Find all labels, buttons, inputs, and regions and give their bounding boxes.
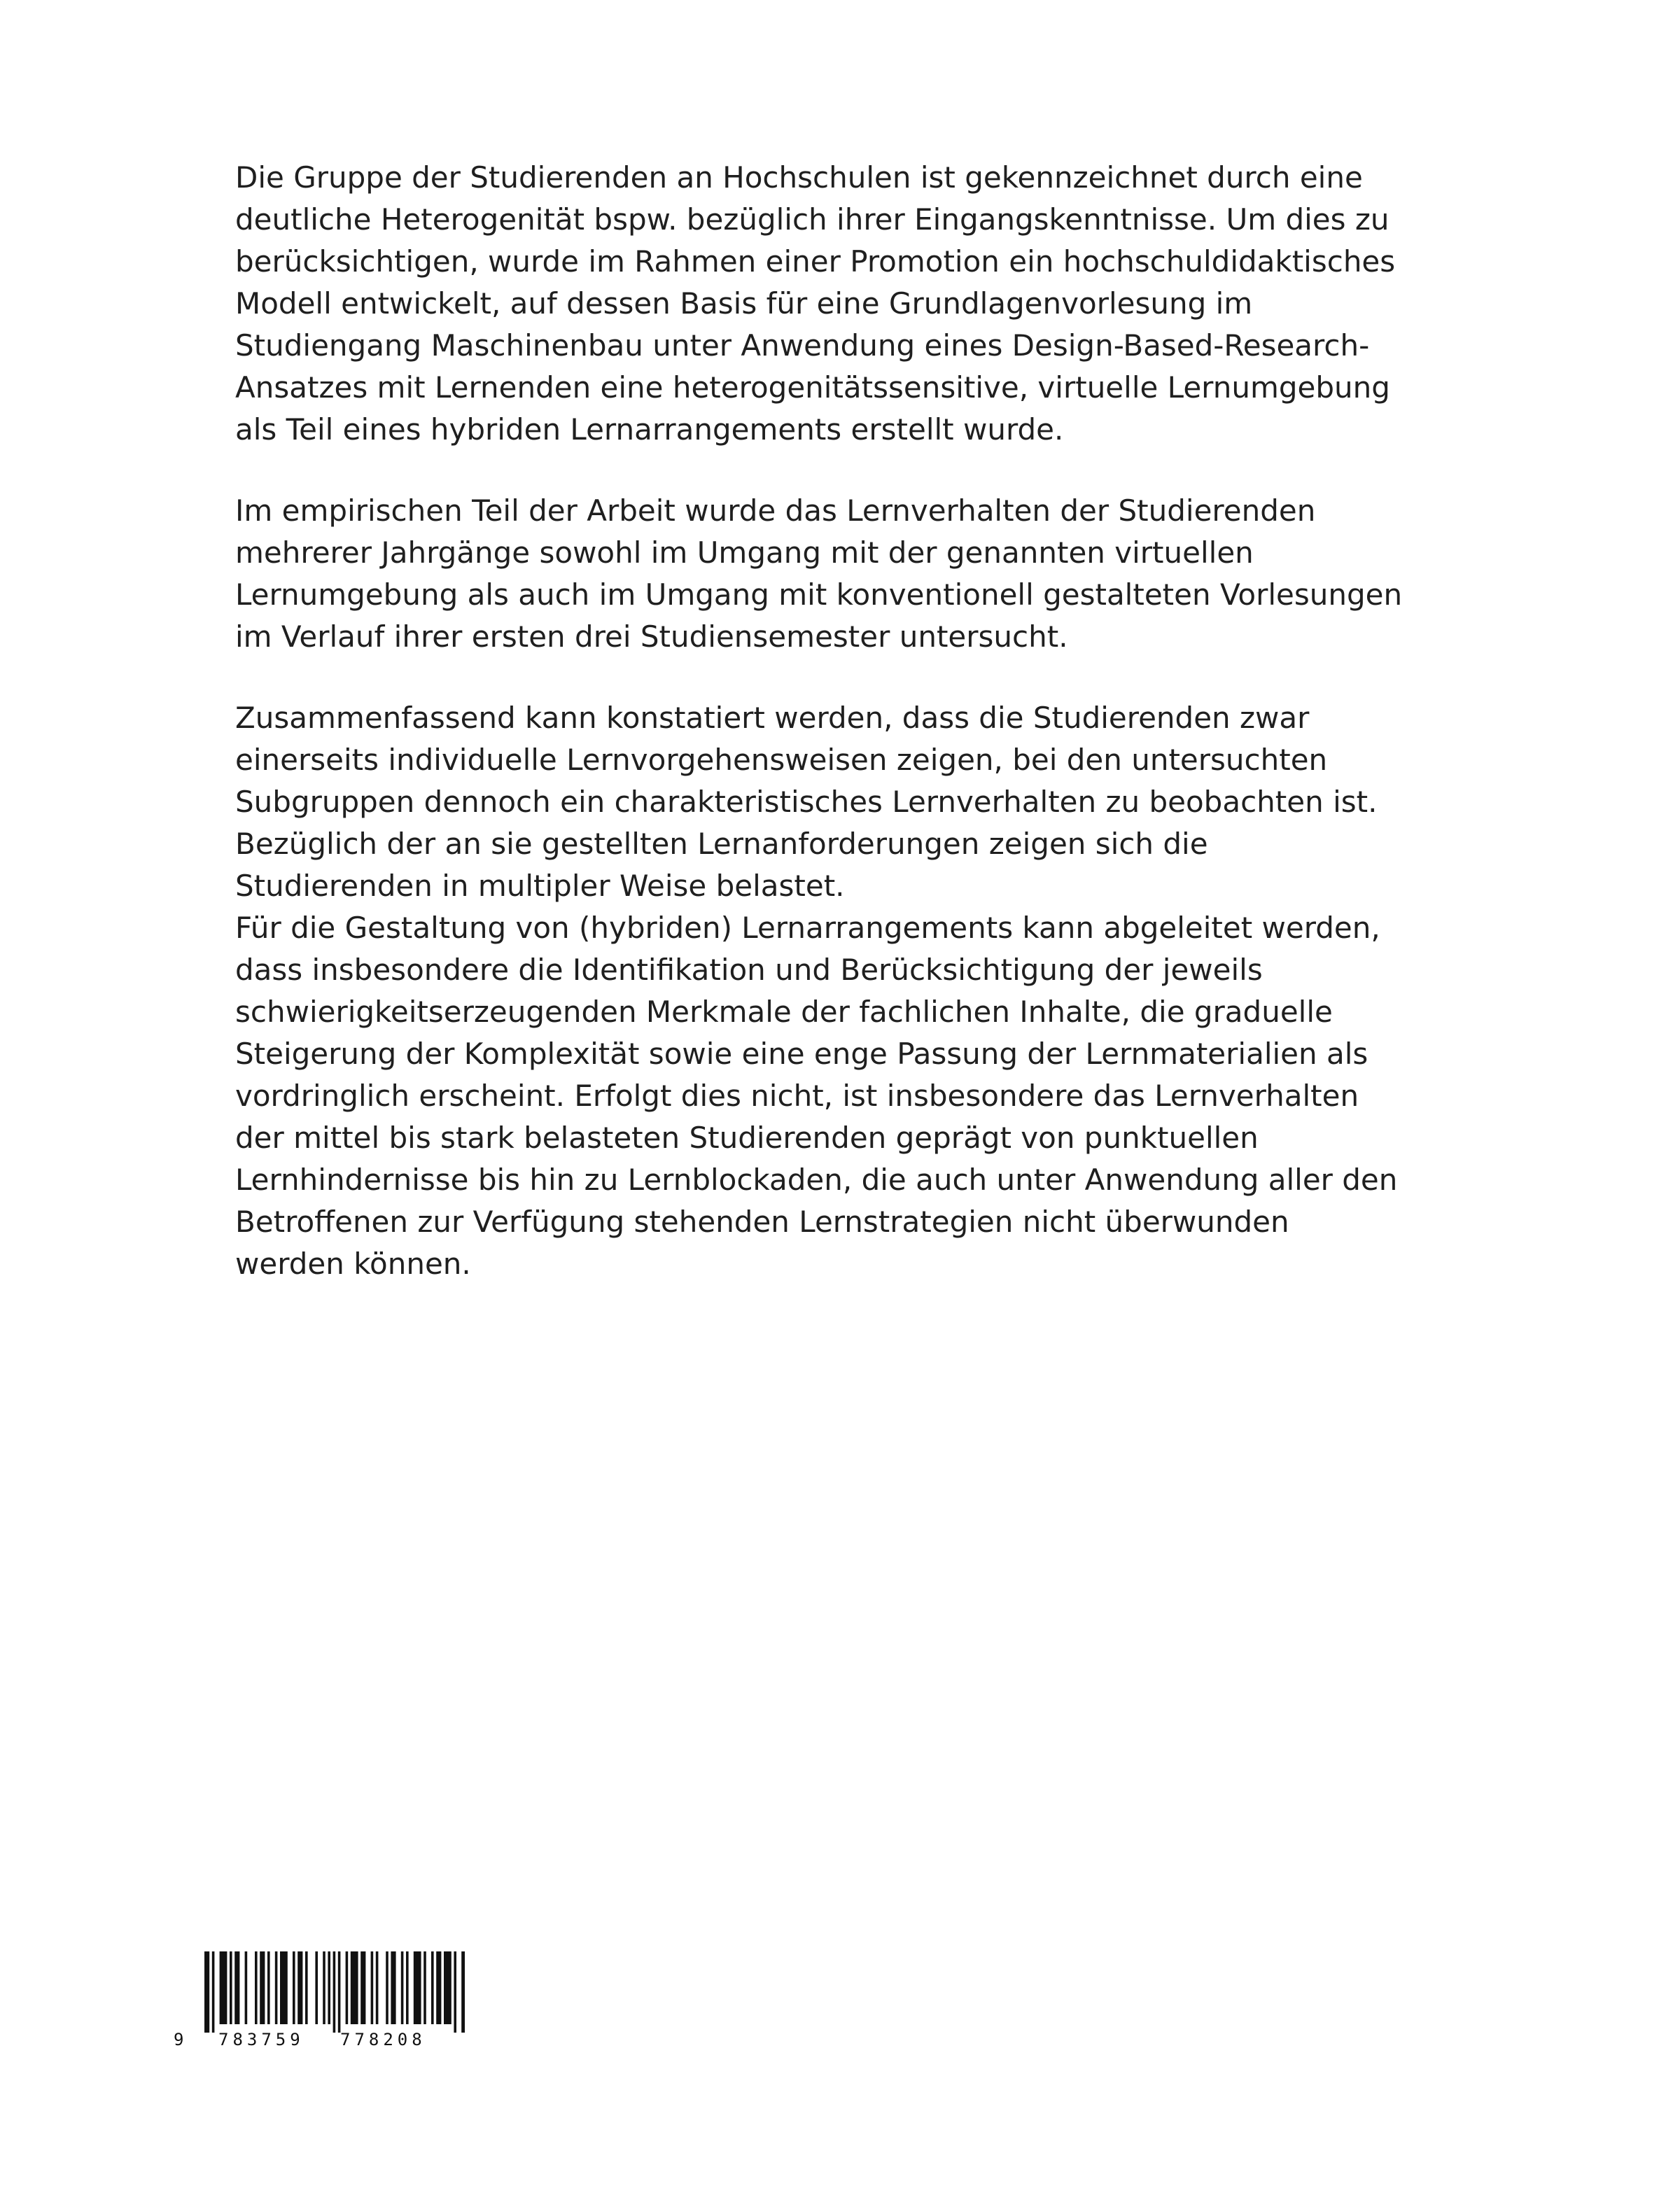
paragraph-1: [235, 157, 1439, 451]
barcode-bar: [315, 1951, 318, 2024]
barcode-bar: [414, 1951, 421, 2024]
text-line: Subgruppen dennoch ein charakteristisches Lernverhalten zu beobachten ist.: [235, 785, 1378, 819]
text-line: Lernhindernisse bis hin zu Lernblockaden, die auch unter Anwendung aller den: [235, 1163, 1398, 1197]
barcode-bar: [204, 1951, 209, 2033]
barcode-bar: [351, 1951, 358, 2024]
barcode-bar: [328, 1951, 330, 2024]
text-line: Für die Gestaltung von (hybriden) Lernarrangements kann abgeleitet werden,: [235, 911, 1380, 945]
barcode-bar: [220, 1951, 227, 2024]
barcode-bar: [454, 1951, 456, 2033]
text-line: Bezüglich der an sie gestellten Lernanforderungen zeigen sich die: [235, 827, 1208, 861]
barcode-graphic: [171, 1951, 465, 2049]
barcode-bar: [267, 1951, 270, 2024]
text-line: Die Gruppe der Studierenden an Hochschulen ist gekennzeichnet durch eine: [235, 160, 1363, 195]
text-line: im Verlauf ihrer ersten drei Studiensemester untersucht.: [235, 619, 1068, 654]
barcode-bar: [391, 1951, 396, 2024]
text-line: mehrerer Jahrgänge sowohl im Umgang mit der genannten virtuellen: [235, 535, 1254, 570]
barcode-bar: [461, 1951, 465, 2033]
paragraph-3: [235, 697, 1439, 907]
text-line: Studiengang Maschinenbau unter Anwendung eines Design-Based-Research-: [235, 328, 1370, 363]
barcode-bar: [323, 1951, 326, 2024]
barcode-bar: [436, 1951, 441, 2024]
barcode-bar: [280, 1951, 288, 2024]
barcode-bar: [298, 1951, 302, 2024]
barcode-bars: [204, 1951, 465, 2033]
barcode-bar: [406, 1951, 409, 2024]
text-line: vordringlich erscheint. Erfolgt dies nicht, ist insbesondere das Lernverhalten: [235, 1079, 1359, 1113]
barcode-bar: [386, 1951, 388, 2024]
text-line: Betroffenen zur Verfügung stehenden Lernstrategien nicht überwunden: [235, 1205, 1289, 1239]
text-line: Im empirischen Teil der Arbeit wurde das Lernverhalten der Studierenden: [235, 493, 1316, 528]
barcode-bar: [230, 1951, 232, 2024]
text-line: der mittel bis stark belasteten Studierenden geprägt von punktuellen: [235, 1121, 1259, 1155]
barcode-digit-first: 9: [174, 2030, 184, 2049]
text-line: Ansatzes mit Lernenden eine heterogenitätssensitive, virtuelle Lernumgebung: [235, 370, 1390, 405]
barcode-bar: [444, 1951, 451, 2024]
barcode-bar: [212, 1951, 215, 2033]
text-line: deutliche Heterogenität bspw. bezüglich ihrer Eingangskenntnisse. Um dies zu: [235, 202, 1390, 237]
barcode-digits-left: 783759: [218, 2030, 304, 2049]
text-line: werden können.: [235, 1247, 471, 1281]
text-line: Zusammenfassend kann konstatiert werden, dass die Studierenden zwar: [235, 701, 1310, 735]
barcode-bar: [333, 1951, 336, 2033]
text-line: Modell entwickelt, auf dessen Basis für eine Grundlagenvorlesung im: [235, 286, 1253, 321]
barcode-bar: [376, 1951, 379, 2024]
barcode-digits: [174, 2030, 426, 2049]
barcode-bar: [260, 1951, 265, 2024]
barcode-bar: [401, 1951, 404, 2024]
barcode-bar: [275, 1951, 278, 2024]
barcode-bar: [424, 1951, 426, 2024]
text-line: Studierenden in multipler Weise belastet.: [235, 869, 845, 903]
barcode-bar: [245, 1951, 248, 2024]
isbn-barcode: [171, 1951, 465, 2049]
barcode-bar: [293, 1951, 295, 2024]
text-line: als Teil eines hybriden Lernarrangements erstellt wurde.: [235, 412, 1064, 447]
text-line: einerseits individuelle Lernvorgehensweisen zeigen, bei den untersuchten: [235, 743, 1328, 777]
barcode-bar: [431, 1951, 434, 2024]
barcode-bar: [338, 1951, 341, 2033]
barcode-bar: [346, 1951, 349, 2024]
barcode-bar: [360, 1951, 365, 2024]
barcode-bar: [255, 1951, 258, 2024]
barcode-bar: [234, 1951, 239, 2024]
barcode-bar: [305, 1951, 308, 2024]
text-line: Steigerung der Komplexität sowie eine enge Passung der Lernmaterialien als: [235, 1037, 1368, 1071]
barcode-digits-right: 778208: [340, 2030, 426, 2049]
barcode-bar: [371, 1951, 374, 2024]
text-line: Lernumgebung als auch im Umgang mit konventionell gestalteten Vorlesungen: [235, 577, 1403, 612]
text-line: schwierigkeitserzeugenden Merkmale der fachlichen Inhalte, die graduelle: [235, 995, 1333, 1029]
paragraph-4: [235, 907, 1439, 1285]
paragraph-2: [235, 490, 1439, 658]
text-line: berücksichtigen, wurde im Rahmen einer Promotion ein hochschuldidaktisches: [235, 244, 1396, 279]
abstract-text: [235, 157, 1439, 1324]
text-line: dass insbesondere die Identifikation und Berücksichtigung der jeweils: [235, 953, 1263, 987]
